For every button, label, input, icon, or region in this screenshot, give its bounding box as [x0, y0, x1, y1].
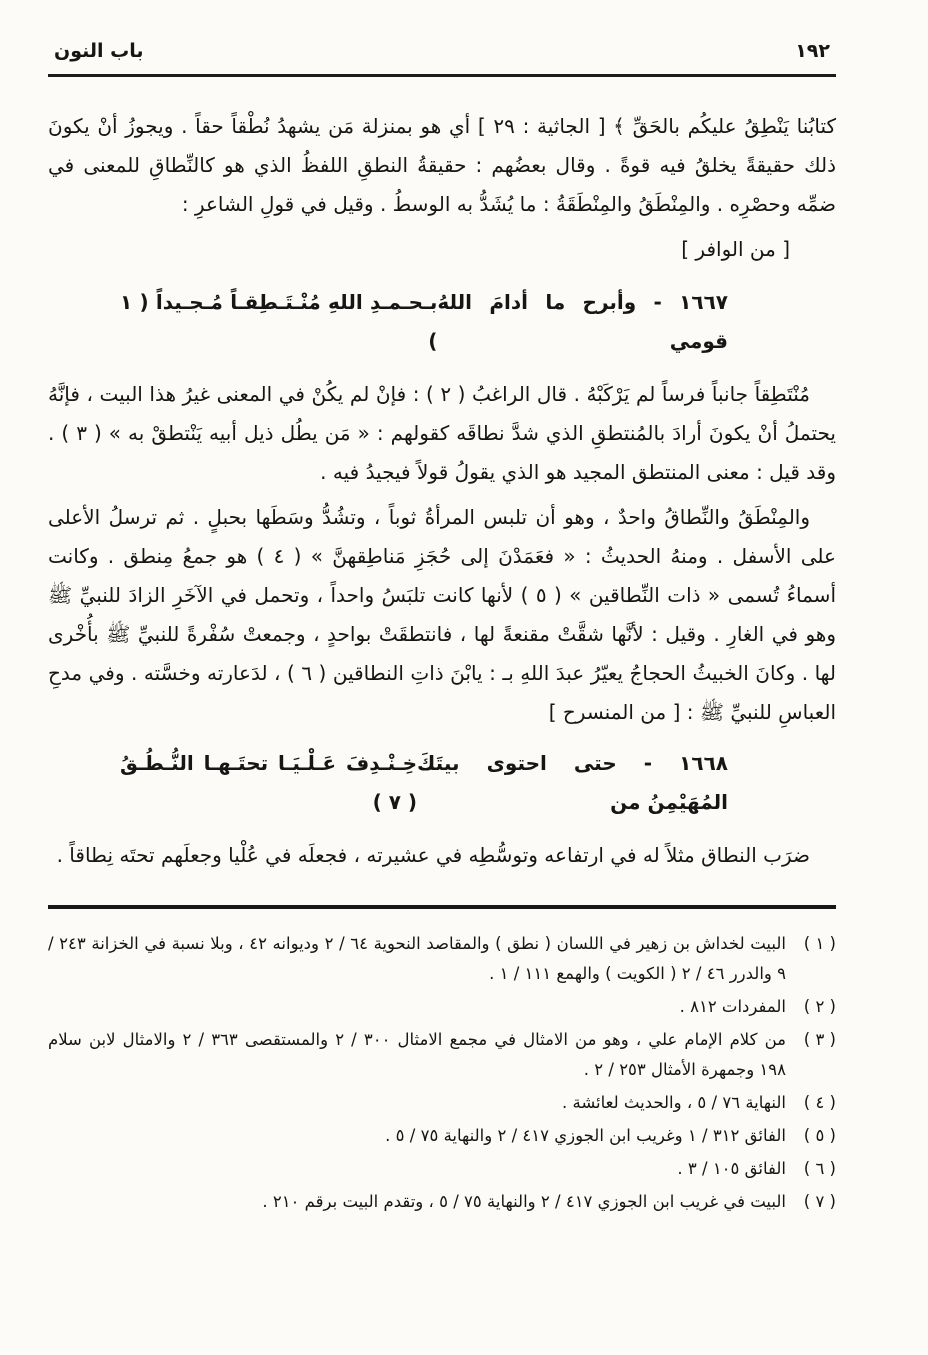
verse-1667	[48, 277, 836, 375]
paragraph-closing: ضرَب النطاق مثلاً له في ارتفاعه وتوسُّطِه في عشيرته ، فجعلَه في عُلْيا وجعلَهم تحتَه نِطاقاً .	[56, 843, 810, 867]
footnotes	[48, 929, 836, 1217]
footnote-7-number: ( ٧ )	[803, 1192, 836, 1211]
chapter-title: باب النون	[54, 40, 144, 62]
footnote-2-text: المفردات ٨١٢ .	[679, 997, 786, 1016]
footnote-6	[48, 1154, 836, 1184]
verse-1668	[48, 738, 836, 836]
footnote-6-number: ( ٦ )	[803, 1159, 836, 1178]
paragraph-nitaq: والمِنْطَقُ والنِّطاقُ واحدٌ ، وهو أن تلبس المرأةُ ثوباً ، وتشُدُّ وسَطَها بحبلٍ . ثم ترسلُ الأعلى على الأسفل . ومنهُ الحديثُ : « فعَمَدْنَ إلى حُجَزِ مَناطِقهنَّ » ( ٤ ) هو جمعُ مِنطق . وكانت أسماءُ تُسمى « ذات النِّطاقين » ( ٥ ) لأنها كانت تلبَسُ واحداً ، وتحمل في الآخَرِ الزادَ للنبيِّ ﷺ وهو في الغارِ . وقيل : لأنَّها شقَّتْ مقنعةً لها ، فانتطقَتْ بواحدٍ ، وجمعتْ سُفْرةً للنبيِّ ﷺ بأُخْرى لها . وكانَ الخبيثُ الحجاجُ يعيّرُ عبدَ اللهِ بـ : يابْنَ ذاتِ النطاقين ( ٦ ) ، لدَعارته وخسَّته . وفي مدحِ العباسِ للنبيِّ ﷺ : [ من المنسرح ]	[48, 505, 836, 724]
footnote-1-number: ( ١ )	[803, 934, 836, 953]
footnote-7-text: البيت في غريب ابن الجوزي ٤١٧ / ٢ والنهاية ٧٥ / ٥ ، وتقدم البيت برقم ٢١٠ .	[262, 1192, 786, 1211]
page-number: ١٩٢	[795, 40, 830, 62]
meter-label-wafir: [ من الوافر ]	[681, 237, 790, 261]
footnote-6-text: الفائق ١٠٥ / ٣ .	[677, 1159, 786, 1178]
footnote-4-number: ( ٤ )	[803, 1093, 836, 1112]
footnotes-rule	[48, 905, 836, 909]
page-header	[48, 40, 836, 74]
body-text	[48, 107, 836, 875]
footnote-2	[48, 992, 836, 1022]
paragraph-intro: كتابُنا يَنْطِقُ عليكُم بالحَقِّ ﴾ [ الجاثية : ٢٩ ] أي هو بمنزلة مَن يشهدُ نُطْقاً حقاً . ويجوزُ أنْ يكونَ ذلك حقيقةً يخلقُ فيه قوةً . وقال بعضُهم : حقيقةُ النطقِ اللفظُ الذي هو كالنِّطاقِ للمعنى في ضمِّه وحصْرِه . والمِنْطَقُ والمِنْطَقَةُ : ما يُشَدُّ به الوسطُ . وقيل في قولِ الشاعرِ :	[48, 114, 836, 216]
footnote-7	[48, 1187, 836, 1217]
footnote-3-number: ( ٣ )	[803, 1030, 836, 1049]
footnote-5-number: ( ٥ )	[803, 1126, 836, 1145]
footnote-5	[48, 1121, 836, 1151]
verse-1668-left-hemistich: خِـنْـدِفَ عَـلْـيَـا تحتَـهـا النُّـطُـقُ ( ٧ )	[120, 751, 418, 814]
footnote-4	[48, 1088, 836, 1118]
footnote-1-text: البيت لخداش بن زهير في اللسان ( نطق ) والمقاصد النحوية ٦٤ / ٢ وديوانه ٤٢ ، وبلا نسبة في الخزانة ٢٤٣ / ٩ والدرر ٤٦ / ٢ ( الكويت ) والهمع ١١١ / ١ .	[48, 934, 786, 983]
verse-1667-left-hemistich: بـحـمـدِ اللهِ مُنْـتَـطِقـاً مُـجـيداً ( ١ )	[120, 290, 438, 353]
header-rule	[48, 74, 836, 77]
paragraph-ragheb: مُنْتَطِقاً جانباً فرساً لم يَرْكَبْهُ . قال الراغبُ ( ٢ ) : فإنْ لم يكُنْ في المعنى غيرُ هذا البيت ، فإنَّهُ يحتملُ أنْ يكونَ أرادَ بالمُنتطقِ الذي شدَّ نطاقَه كقولهم : « مَن يطُل ذيل أبيه يَنْتطقْ به » ( ٣ ) . وقد قيل : معنى المنتطق المجيد هو الذي يقولُ قولاً فيجيدُ فيه .	[48, 382, 836, 484]
footnote-4-text: النهاية ٧٦ / ٥ ، والحديث لعائشة .	[561, 1093, 786, 1112]
footnote-1	[48, 929, 836, 989]
verse-1668-right-hemistich: ١٦٦٨ - حتى احتوى بيتَكَ المُهَيْمِنُ من	[417, 751, 728, 814]
verse-1667-right-hemistich: ١٦٦٧ - وأبرح ما أدامَ اللهُ قومي	[437, 290, 728, 353]
footnote-3	[48, 1025, 836, 1085]
footnote-2-number: ( ٢ )	[803, 997, 836, 1016]
footnote-5-text: الفائق ٣١٢ / ١ وغريب ابن الجوزي ٤١٧ / ٢ والنهاية ٧٥ / ٥ .	[385, 1126, 786, 1145]
footnote-3-text: من كلام الإمام علي ، وهو من الامثال في مجمع الامثال ٣٠٠ / ٢ والمستقصى ٣٦٣ / ٢ والامثال لابن سلام ١٩٨ وجمهرة الأمثال ٢٥٣ / ٢ .	[48, 1030, 786, 1079]
